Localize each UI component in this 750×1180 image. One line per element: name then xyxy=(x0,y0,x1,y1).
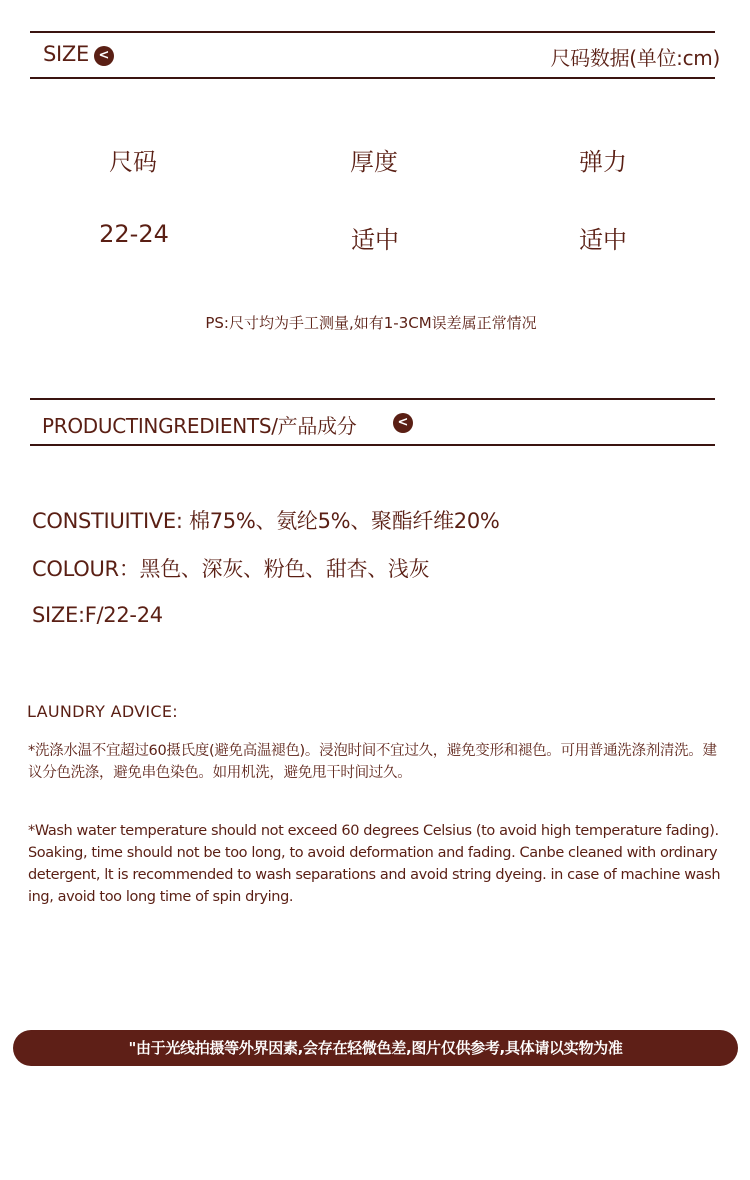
table-cell-elasticity: 适中 xyxy=(579,226,627,254)
composition-line: CONSTIUITIVE: 棉75%、氨纶5%、聚酯纤维20% xyxy=(32,509,500,533)
color-disclaimer-banner: "由于光线拍摄等外界因素,会存在轻微色差,图片仅供参考,具体请以实物为准 xyxy=(13,1030,738,1066)
chevron-left-circle-icon: < xyxy=(94,46,114,66)
table-header-size: 尺码 xyxy=(109,148,157,176)
size-header-bottom-rule xyxy=(30,77,715,79)
table-header-thickness: 厚度 xyxy=(350,148,398,176)
size-section-title: SIZE xyxy=(43,42,89,66)
chevron-left-circle-icon: < xyxy=(393,413,413,433)
laundry-advice-english: *Wash water temperature should not exceed 60 degrees Celsius (to avoid high temperature fading). Soaking, time should not be too long, to avoid deformation and fading. Canbe cleaned with ordinary detergent, lt is recommended to wash separations and avoid string dyeing. in case of machine wash ing, avoid too long time of spin drying. xyxy=(28,823,721,905)
ingredients-section-title: PRODUCTINGREDIENTS/产品成分 xyxy=(42,414,357,438)
size-spec-line: SIZE:F/22-24 xyxy=(32,603,163,627)
laundry-advice-chinese: *洗涤水温不宜超过60摄氏度(避免高温褪色)。浸泡时间不宜过久，避免变形和褪色。可用普通洗涤剂清洗。建议分色洗涤，避免串色染色。如用机洗，避免甩干时间过久。 xyxy=(28,743,717,781)
size-header-top-rule xyxy=(30,31,715,33)
table-cell-size: 22-24 xyxy=(99,220,169,248)
size-unit-label: 尺码数据(单位:cm) xyxy=(550,46,720,70)
ingredients-header-bottom-rule xyxy=(30,444,715,446)
colour-line: COLOUR：黑色、深灰、粉色、甜杏、浅灰 xyxy=(32,557,430,581)
laundry-advice-title: LAUNDRY ADVICE: xyxy=(27,702,178,721)
table-cell-thickness: 适中 xyxy=(351,226,399,254)
measurement-note: PS:尺寸均为手工测量,如有1-3CM误差属正常情况 xyxy=(205,314,537,332)
ingredients-header-top-rule xyxy=(30,398,715,400)
table-header-elasticity: 弹力 xyxy=(579,148,627,176)
